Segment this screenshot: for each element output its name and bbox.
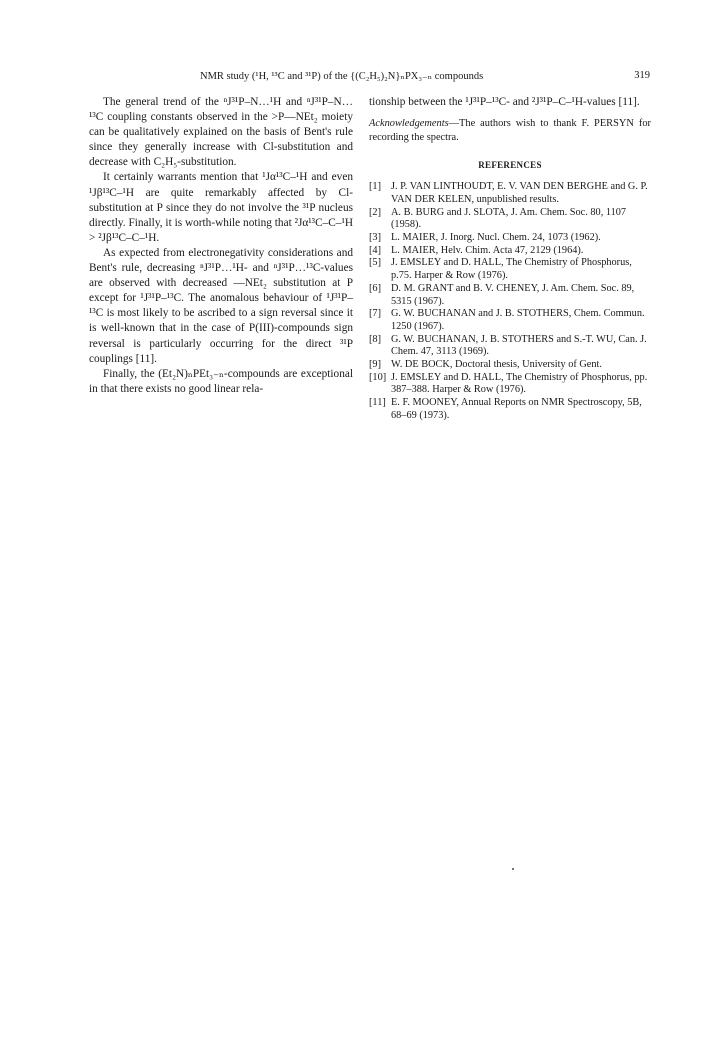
reference-text: J. EMSLEY and D. HALL, The Chemistry of Phosphorus, pp. 387–388. Harper & Row (1976). xyxy=(391,371,648,396)
reference-text: J. P. VAN LINTHOUDT, E. V. VAN DEN BERGHE and G. P. VAN DER KELEN, unpublished results. xyxy=(391,181,648,205)
paragraph-trend: The general trend of the ⁿJ³¹P–N…¹H and ⁿJ³¹P–N…¹³C coupling constants observed in the >P—NEt₂ moiety can be qualitatively explained on the basis of Bent's rule since they generally increase with Cl-substitution and decrease with C₂H₅-substitution. xyxy=(89,96,353,169)
acknowledgements-label: Acknowledgements xyxy=(369,118,449,130)
reference-number: [4] xyxy=(369,244,382,256)
reference-text: L. MAIER, Helv. Chim. Acta 47, 2129 (1964). xyxy=(391,244,584,256)
reference-text: G. W. BUCHANAN, J. B. STOTHERS and S.-T. WU, Can. J. Chem. 47, 3113 (1969). xyxy=(391,333,647,358)
paragraph-continuation: tionship between the ¹J³¹P–¹³C- and ²J³¹P–C–¹H-values [11]. xyxy=(369,96,640,108)
reference-item xyxy=(369,334,651,359)
reference-text: D. M. GRANT and B. V. CHENEY, J. Am. Chem. Soc. 89, 5315 (1967). xyxy=(391,282,635,307)
reference-number: [5] xyxy=(369,257,382,269)
stray-dot-mark xyxy=(512,868,514,870)
references-heading: REFERENCES xyxy=(478,160,542,171)
reference-list xyxy=(369,181,651,422)
reference-number: [1] xyxy=(369,181,382,193)
reference-text: G. W. BUCHANAN and J. B. STOTHERS, Chem. Commun. 1250 (1967). xyxy=(391,308,645,332)
reference-item xyxy=(369,372,651,397)
acknowledgements-text: —The authors wish to thank F. PERSYN for recording the spectra. xyxy=(369,118,651,143)
reference-text: A. B. BURG and J. SLOTA, J. Am. Chem. Soc. 80, 1107 (1958). xyxy=(391,206,627,231)
reference-item xyxy=(369,232,651,245)
reference-text: W. DE BOCK, Doctoral thesis, University of Gent. xyxy=(391,359,602,371)
reference-number: [11] xyxy=(369,397,386,409)
reference-number: [3] xyxy=(369,232,382,243)
reference-text: L. MAIER, J. Inorg. Nucl. Chem. 24, 1073 (1962). xyxy=(391,232,601,243)
reference-number: [8] xyxy=(369,333,382,345)
reference-number: [10] xyxy=(369,371,387,383)
running-title: NMR study (¹H, ¹³C and ³¹P) of the {(C₂H₅)₂N}ₙPX₃₋ₙ compounds xyxy=(200,71,484,82)
paragraph-finally: Finally, the (Et₂N)ₙPEt₃₋ₙ-compounds are exceptional in that there exists no good linear rela- xyxy=(89,367,353,395)
reference-text: E. F. MOONEY, Annual Reports on NMR Spectroscopy, 5B, 68–69 (1973). xyxy=(391,397,642,421)
reference-text: J. EMSLEY and D. HALL, The Chemistry of Phosphorus, p.75. Harper & Row (1976). xyxy=(391,257,632,282)
reference-item xyxy=(369,257,651,282)
page-header xyxy=(90,70,650,86)
paragraph-remark: It certainly warrants mention that ¹Jα¹³C–¹H and even ¹Jβ¹³C–¹H are quite remarkably affected by Cl-substitution at P since they do not involve the ³¹P nucleus directly. Finally, it is worth-while noting that ²Jα¹³C–C–¹H > ²Jβ¹³C–C–¹H. xyxy=(89,171,353,244)
reference-item xyxy=(369,181,651,206)
reference-number: [7] xyxy=(369,308,382,320)
page-number: 319 xyxy=(634,70,650,81)
reference-item xyxy=(369,308,651,333)
paragraph-electronegativity: As expected from electronegativity considerations and Bent's rule, decreasing ⁿJ³¹P…¹H- and ⁿJ³¹P…¹³C-values are observed with decreased —NEt₂ substitution at P except for ¹J³¹P–¹³C. The anomalous behaviour of ¹J³¹P–¹³C is most likely to be ascribed to a sign reversal since it is well-known that in the case of P(III)-compounds sign reversal is particularly occurring for the direct ³¹P couplings [11]. xyxy=(89,246,353,365)
left-column xyxy=(89,95,353,397)
reference-item xyxy=(369,245,651,258)
reference-item xyxy=(369,359,651,372)
right-column xyxy=(369,95,651,423)
reference-number: [9] xyxy=(369,359,382,371)
acknowledgements xyxy=(369,117,651,144)
reference-number: [2] xyxy=(369,206,382,218)
reference-number: [6] xyxy=(369,282,382,294)
reference-item xyxy=(369,283,651,308)
reference-item xyxy=(369,207,651,232)
reference-item xyxy=(369,397,651,422)
